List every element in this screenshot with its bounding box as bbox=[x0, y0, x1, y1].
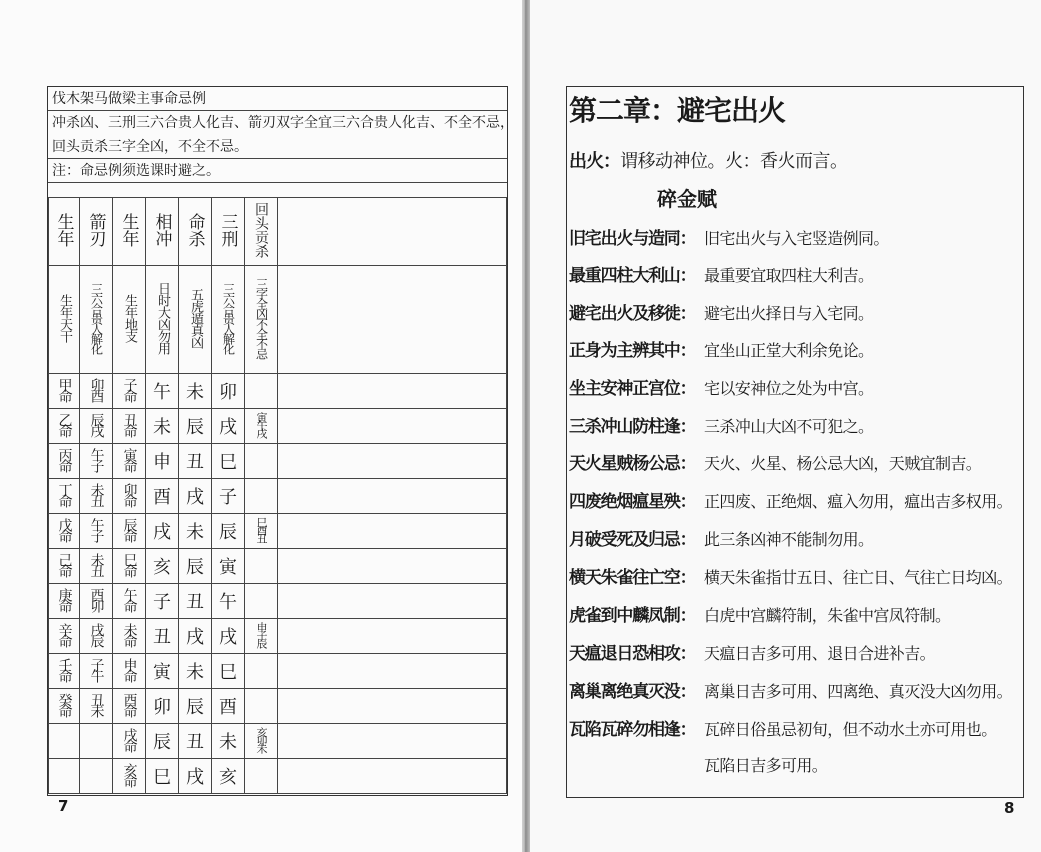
verse-explanation: 正四废、正绝烟、瘟入勿用，瘟出吉多权用。 bbox=[704, 492, 1013, 511]
table-cell bbox=[113, 549, 146, 584]
column-header bbox=[245, 198, 278, 266]
verse-explanation: 横天朱雀指廿五日、往亡日、气往亡日均凶。 bbox=[704, 568, 1013, 587]
column-header bbox=[179, 198, 212, 266]
empty-cell bbox=[278, 759, 507, 794]
verse-line bbox=[569, 224, 889, 249]
table-cell bbox=[179, 409, 212, 444]
table-cell bbox=[80, 549, 113, 584]
empty-cell bbox=[278, 444, 507, 479]
table-cell bbox=[179, 689, 212, 724]
right-content-frame bbox=[566, 86, 1024, 798]
table-cell bbox=[179, 444, 212, 479]
cell-text: 戌命 bbox=[121, 728, 138, 750]
table-cell bbox=[212, 759, 245, 794]
cell-text: 卯 bbox=[153, 697, 171, 718]
empty-cell bbox=[278, 374, 507, 409]
verse-line bbox=[569, 753, 827, 776]
table-cell bbox=[80, 619, 113, 654]
table-subheader-row bbox=[49, 266, 507, 374]
cell-text: 未 bbox=[153, 417, 171, 438]
table-cell bbox=[80, 409, 113, 444]
cell-text: 酉 bbox=[219, 697, 237, 718]
verse-explanation: 白虎中宫麟符制，朱雀中宫凤符制。 bbox=[704, 606, 951, 625]
verse-key: 虎雀到中麟凤制： bbox=[569, 606, 696, 626]
cell-text: 丑 bbox=[186, 452, 204, 473]
empty-cell bbox=[278, 266, 507, 374]
cell-text: 子 bbox=[219, 487, 237, 508]
table-cell bbox=[80, 444, 113, 479]
cell-text: 辛命 bbox=[56, 623, 73, 645]
chapter-title: 第二章：避宅出火 bbox=[569, 94, 786, 127]
table-cell bbox=[146, 759, 179, 794]
cell-text: 午 bbox=[153, 382, 171, 403]
table-row bbox=[49, 619, 507, 654]
page-number: 8 bbox=[1004, 799, 1015, 817]
table-cell bbox=[245, 514, 278, 549]
cell-text: 辰 bbox=[186, 557, 204, 578]
cell-text: 未命 bbox=[121, 623, 138, 645]
cell-text: 未 bbox=[219, 732, 237, 753]
fate-taboo-table bbox=[48, 197, 507, 794]
verse-key: 瓦陷瓦碎勿相逢： bbox=[569, 720, 696, 740]
column-header bbox=[49, 198, 80, 266]
cell-text: 辰 bbox=[186, 697, 204, 718]
table-row bbox=[49, 654, 507, 689]
column-header-label: 回头贡杀 bbox=[253, 201, 269, 258]
table-cell bbox=[146, 549, 179, 584]
table-cell bbox=[146, 444, 179, 479]
column-subheader bbox=[179, 266, 212, 374]
table-cell bbox=[146, 374, 179, 409]
table-cell bbox=[212, 444, 245, 479]
table-cell bbox=[245, 759, 278, 794]
table-cell bbox=[49, 549, 80, 584]
verse-key: 月破受死及归忌： bbox=[569, 530, 696, 550]
cell-text: 戌 bbox=[153, 522, 171, 543]
table-cell bbox=[113, 584, 146, 619]
verse-line bbox=[569, 601, 950, 626]
cell-text: 申 bbox=[153, 452, 171, 473]
table-row bbox=[49, 409, 507, 444]
table-cell bbox=[245, 549, 278, 584]
table-cell bbox=[146, 654, 179, 689]
verse-key: 天瘟退日恐相攻： bbox=[569, 644, 696, 664]
table-cell bbox=[245, 444, 278, 479]
cell-text: 庚命 bbox=[56, 588, 73, 610]
table-row bbox=[49, 584, 507, 619]
table-cell bbox=[49, 514, 80, 549]
cell-text: 巳酉丑 bbox=[255, 517, 268, 541]
table-cell bbox=[212, 479, 245, 514]
verse-line bbox=[569, 563, 1012, 588]
table-cell bbox=[179, 654, 212, 689]
table-cell bbox=[179, 759, 212, 794]
column-header-label: 生年 bbox=[53, 212, 74, 247]
table-cell bbox=[80, 479, 113, 514]
cell-text: 丑 bbox=[186, 732, 204, 753]
table-cell bbox=[245, 409, 278, 444]
column-subheader-label: 三六合贵人解化 bbox=[89, 282, 104, 353]
table-cell bbox=[80, 689, 113, 724]
table-row bbox=[49, 374, 507, 409]
table-cell bbox=[179, 619, 212, 654]
verse-line bbox=[569, 374, 873, 399]
cell-text: 未 bbox=[186, 662, 204, 683]
cell-text: 子午 bbox=[88, 658, 105, 680]
table-cell bbox=[212, 514, 245, 549]
cell-text: 未 bbox=[186, 382, 204, 403]
cell-text: 丑 bbox=[153, 627, 171, 648]
verse-line bbox=[569, 412, 873, 437]
cell-text: 己命 bbox=[56, 553, 73, 575]
cell-text: 乙命 bbox=[56, 413, 73, 435]
cell-text: 午子 bbox=[88, 518, 105, 540]
verse-key: 横天朱雀往亡空： bbox=[569, 568, 696, 588]
column-header-label: 生年 bbox=[118, 212, 139, 247]
cell-text: 戌 bbox=[186, 627, 204, 648]
column-subheader bbox=[49, 266, 80, 374]
empty-cell bbox=[278, 479, 507, 514]
cell-text: 卯 bbox=[219, 382, 237, 403]
table-cell bbox=[146, 619, 179, 654]
cell-text: 午命 bbox=[121, 588, 138, 610]
cell-text: 丙命 bbox=[56, 448, 73, 470]
cell-text: 丑 bbox=[186, 592, 204, 613]
empty-cell bbox=[278, 514, 507, 549]
table-cell bbox=[113, 409, 146, 444]
table-cell bbox=[212, 619, 245, 654]
table-cell bbox=[212, 724, 245, 759]
left-content-frame bbox=[47, 86, 514, 796]
empty-cell bbox=[278, 619, 507, 654]
verse-line bbox=[569, 677, 1012, 702]
verse-line bbox=[569, 715, 997, 740]
column-header-label: 命杀 bbox=[184, 212, 205, 247]
table-row bbox=[49, 689, 507, 724]
cell-text: 亥卯未 bbox=[255, 727, 268, 751]
cell-text: 辰 bbox=[219, 522, 237, 543]
column-subheader-label: 生年天干 bbox=[57, 293, 72, 342]
section-subtitle: 碎金赋 bbox=[657, 187, 717, 211]
table-row bbox=[49, 479, 507, 514]
empty-cell bbox=[278, 654, 507, 689]
table-cell bbox=[49, 619, 80, 654]
verse-line bbox=[569, 639, 935, 664]
table-row bbox=[49, 444, 507, 479]
cell-text: 酉卯 bbox=[88, 588, 105, 610]
table-cell bbox=[212, 409, 245, 444]
cell-text: 丑未 bbox=[88, 693, 105, 715]
table-cell bbox=[113, 689, 146, 724]
cell-text: 丑命 bbox=[121, 413, 138, 435]
table-cell bbox=[146, 514, 179, 549]
column-subheader-label: 三字全凶不全不忌 bbox=[254, 277, 269, 358]
table-cell bbox=[245, 654, 278, 689]
verse-explanation: 天火、火星、杨公忌大凶，天贼宜制吉。 bbox=[704, 454, 982, 473]
empty-cell bbox=[278, 724, 507, 759]
cell-text: 巳 bbox=[219, 662, 237, 683]
empty-cell bbox=[278, 584, 507, 619]
rules-notes bbox=[48, 87, 514, 183]
column-header-label: 箭刃 bbox=[85, 212, 106, 247]
column-subheader-label: 生年地支 bbox=[122, 293, 137, 342]
verse-key: 离巢离绝真灭没： bbox=[569, 682, 696, 702]
column-subheader-label: 五虎遁真凶 bbox=[188, 287, 203, 348]
cell-text: 巳 bbox=[219, 452, 237, 473]
verse-key: 天火星贼杨公忌： bbox=[569, 454, 696, 474]
table-cell bbox=[245, 619, 278, 654]
verse-explanation: 避宅出火择日与入宅同。 bbox=[704, 304, 874, 323]
notes-line: 冲杀凶、三刑三六合贵人化吉、箭刃双字全宜三六合贵人化吉、不全不忌， bbox=[52, 115, 514, 131]
table-cell bbox=[80, 654, 113, 689]
verse-line bbox=[569, 449, 981, 474]
table-cell bbox=[245, 724, 278, 759]
definition-label: 出火： bbox=[569, 151, 620, 172]
cell-text: 戊命 bbox=[56, 518, 73, 540]
cell-text: 戌 bbox=[186, 487, 204, 508]
cell-text: 巳命 bbox=[121, 553, 138, 575]
table-cell bbox=[49, 654, 80, 689]
verse-key: 避宅出火及移徙： bbox=[569, 304, 696, 324]
table-cell bbox=[49, 479, 80, 514]
column-header bbox=[113, 198, 146, 266]
table-cell bbox=[113, 514, 146, 549]
cell-text: 甲命 bbox=[56, 378, 73, 400]
table-cell bbox=[179, 724, 212, 759]
verse-explanation: 三杀冲山大凶不可犯之。 bbox=[704, 417, 874, 436]
cell-text: 壬命 bbox=[56, 658, 73, 680]
verse-explanation: 此三条凶神不能制勿用。 bbox=[704, 530, 874, 549]
cell-text: 寅命 bbox=[121, 448, 138, 470]
verse-key: 正身为主辨其中： bbox=[569, 341, 696, 361]
verse-explanation: 天瘟日吉多可用、退日合进补吉。 bbox=[704, 644, 936, 663]
table-cell bbox=[179, 374, 212, 409]
empty-cell bbox=[278, 689, 507, 724]
table-cell bbox=[212, 584, 245, 619]
table-cell bbox=[245, 479, 278, 514]
cell-text: 午 bbox=[219, 592, 237, 613]
notes-footnote: 注：命忌例须选课时避之。 bbox=[48, 159, 507, 183]
table-cell bbox=[146, 689, 179, 724]
page-number: 7 bbox=[58, 797, 69, 815]
table-cell bbox=[212, 549, 245, 584]
column-header bbox=[212, 198, 245, 266]
cell-text: 亥命 bbox=[121, 763, 138, 785]
cell-text: 申子辰 bbox=[255, 622, 268, 646]
notes-line: 回头贡杀三字全凶，不全不忌。 bbox=[48, 135, 507, 159]
cell-text: 未丑 bbox=[88, 553, 105, 575]
empty-cell bbox=[278, 409, 507, 444]
table-cell bbox=[113, 444, 146, 479]
table-cell bbox=[212, 374, 245, 409]
column-subheader-label: 三六合贵人解化 bbox=[221, 282, 236, 353]
cell-text: 卯酉 bbox=[88, 378, 105, 400]
table-cell bbox=[80, 759, 113, 794]
verse-key: 旧宅出火与造同： bbox=[569, 229, 696, 249]
notes-title: 伐木架马做梁主事命忌例 bbox=[48, 87, 507, 111]
cell-text: 酉 bbox=[153, 487, 171, 508]
column-header-label: 相冲 bbox=[151, 212, 172, 247]
cell-text: 未丑 bbox=[88, 483, 105, 505]
column-header bbox=[146, 198, 179, 266]
empty-cell bbox=[278, 198, 507, 266]
verse-line bbox=[569, 525, 873, 550]
cell-text: 辰戌 bbox=[88, 413, 105, 435]
table-cell bbox=[113, 374, 146, 409]
cell-text: 丁命 bbox=[56, 483, 73, 505]
table-row bbox=[49, 549, 507, 584]
cell-text: 戌 bbox=[219, 417, 237, 438]
verse-explanation: 瓦碎日俗虽忌初旬，但不动水土亦可用也。 bbox=[704, 720, 997, 739]
verse-line bbox=[569, 487, 1012, 512]
cell-text: 辰命 bbox=[121, 518, 138, 540]
table-cell bbox=[49, 444, 80, 479]
cell-text: 申命 bbox=[121, 658, 138, 680]
cell-text: 子 bbox=[153, 592, 171, 613]
table-cell bbox=[49, 759, 80, 794]
verse-key: 坐主安神正宫位： bbox=[569, 379, 696, 399]
cell-text: 亥 bbox=[219, 767, 237, 788]
column-header-label: 三刑 bbox=[217, 212, 238, 247]
empty-cell bbox=[278, 549, 507, 584]
verse-explanation: 瓦陷日吉多可用。 bbox=[704, 756, 828, 775]
table-cell bbox=[113, 759, 146, 794]
table-row bbox=[49, 514, 507, 549]
table-cell bbox=[80, 514, 113, 549]
cell-text: 卯命 bbox=[121, 483, 138, 505]
table-cell bbox=[80, 584, 113, 619]
definition-text: 谓移动神位。火：香火而言。 bbox=[620, 151, 848, 172]
cell-text: 戌辰 bbox=[88, 623, 105, 645]
table-cell bbox=[245, 689, 278, 724]
column-subheader bbox=[80, 266, 113, 374]
table-cell bbox=[49, 724, 80, 759]
table-cell bbox=[80, 374, 113, 409]
table-cell bbox=[179, 549, 212, 584]
table-cell bbox=[212, 654, 245, 689]
column-subheader bbox=[146, 266, 179, 374]
cell-text: 巳 bbox=[153, 767, 171, 788]
table-cell bbox=[179, 514, 212, 549]
verse-explanation: 宜坐山正堂大利余免论。 bbox=[704, 341, 874, 360]
table-cell bbox=[49, 374, 80, 409]
table-header-row bbox=[49, 198, 507, 266]
table-row bbox=[49, 759, 507, 794]
table-cell bbox=[80, 724, 113, 759]
verse-explanation: 宅以安神位之处为中宫。 bbox=[704, 379, 874, 398]
verse-line bbox=[569, 299, 873, 324]
column-subheader-label: 日时大凶勿用 bbox=[155, 281, 170, 354]
cell-text: 戌 bbox=[186, 767, 204, 788]
table-cell bbox=[146, 724, 179, 759]
table-cell bbox=[113, 654, 146, 689]
verse-key: 最重四柱大利山： bbox=[569, 266, 696, 286]
table-cell bbox=[49, 689, 80, 724]
cell-text: 辰 bbox=[186, 417, 204, 438]
cell-text: 寅 bbox=[219, 557, 237, 578]
cell-text: 癸命 bbox=[56, 693, 73, 715]
table-cell bbox=[245, 584, 278, 619]
table-cell bbox=[49, 409, 80, 444]
table-cell bbox=[179, 479, 212, 514]
cell-text: 亥 bbox=[153, 557, 171, 578]
cell-text: 寅 bbox=[153, 662, 171, 683]
table-row bbox=[49, 724, 507, 759]
table-cell bbox=[146, 584, 179, 619]
cell-text: 午子 bbox=[88, 448, 105, 470]
cell-text: 子命 bbox=[121, 378, 138, 400]
definition-line bbox=[569, 147, 848, 173]
cell-text: 寅午戌 bbox=[255, 412, 268, 436]
verse-explanation: 最重要宜取四柱大利吉。 bbox=[704, 266, 874, 285]
verse-explanation: 旧宅出火与入宅竖造例同。 bbox=[704, 229, 889, 248]
table-cell bbox=[113, 619, 146, 654]
column-subheader bbox=[212, 266, 245, 374]
column-header bbox=[80, 198, 113, 266]
cell-text: 未 bbox=[186, 522, 204, 543]
cell-text: 辰 bbox=[153, 732, 171, 753]
verse-line bbox=[569, 261, 873, 286]
table-cell bbox=[212, 689, 245, 724]
cell-text: 戌 bbox=[219, 627, 237, 648]
table-cell bbox=[146, 479, 179, 514]
verse-line bbox=[569, 336, 873, 361]
table-cell bbox=[245, 374, 278, 409]
verse-key: 三杀冲山防柱逢： bbox=[569, 417, 696, 437]
table-cell bbox=[146, 409, 179, 444]
table-cell bbox=[179, 584, 212, 619]
table-cell bbox=[113, 479, 146, 514]
verse-explanation: 离巢日吉多可用、四离绝、真灭没大凶勿用。 bbox=[704, 682, 1013, 701]
column-subheader bbox=[245, 266, 278, 374]
verse-key: 四废绝烟瘟星殃： bbox=[569, 492, 696, 512]
table-cell bbox=[49, 584, 80, 619]
cell-text: 酉命 bbox=[121, 693, 138, 715]
table-cell bbox=[113, 724, 146, 759]
column-subheader bbox=[113, 266, 146, 374]
